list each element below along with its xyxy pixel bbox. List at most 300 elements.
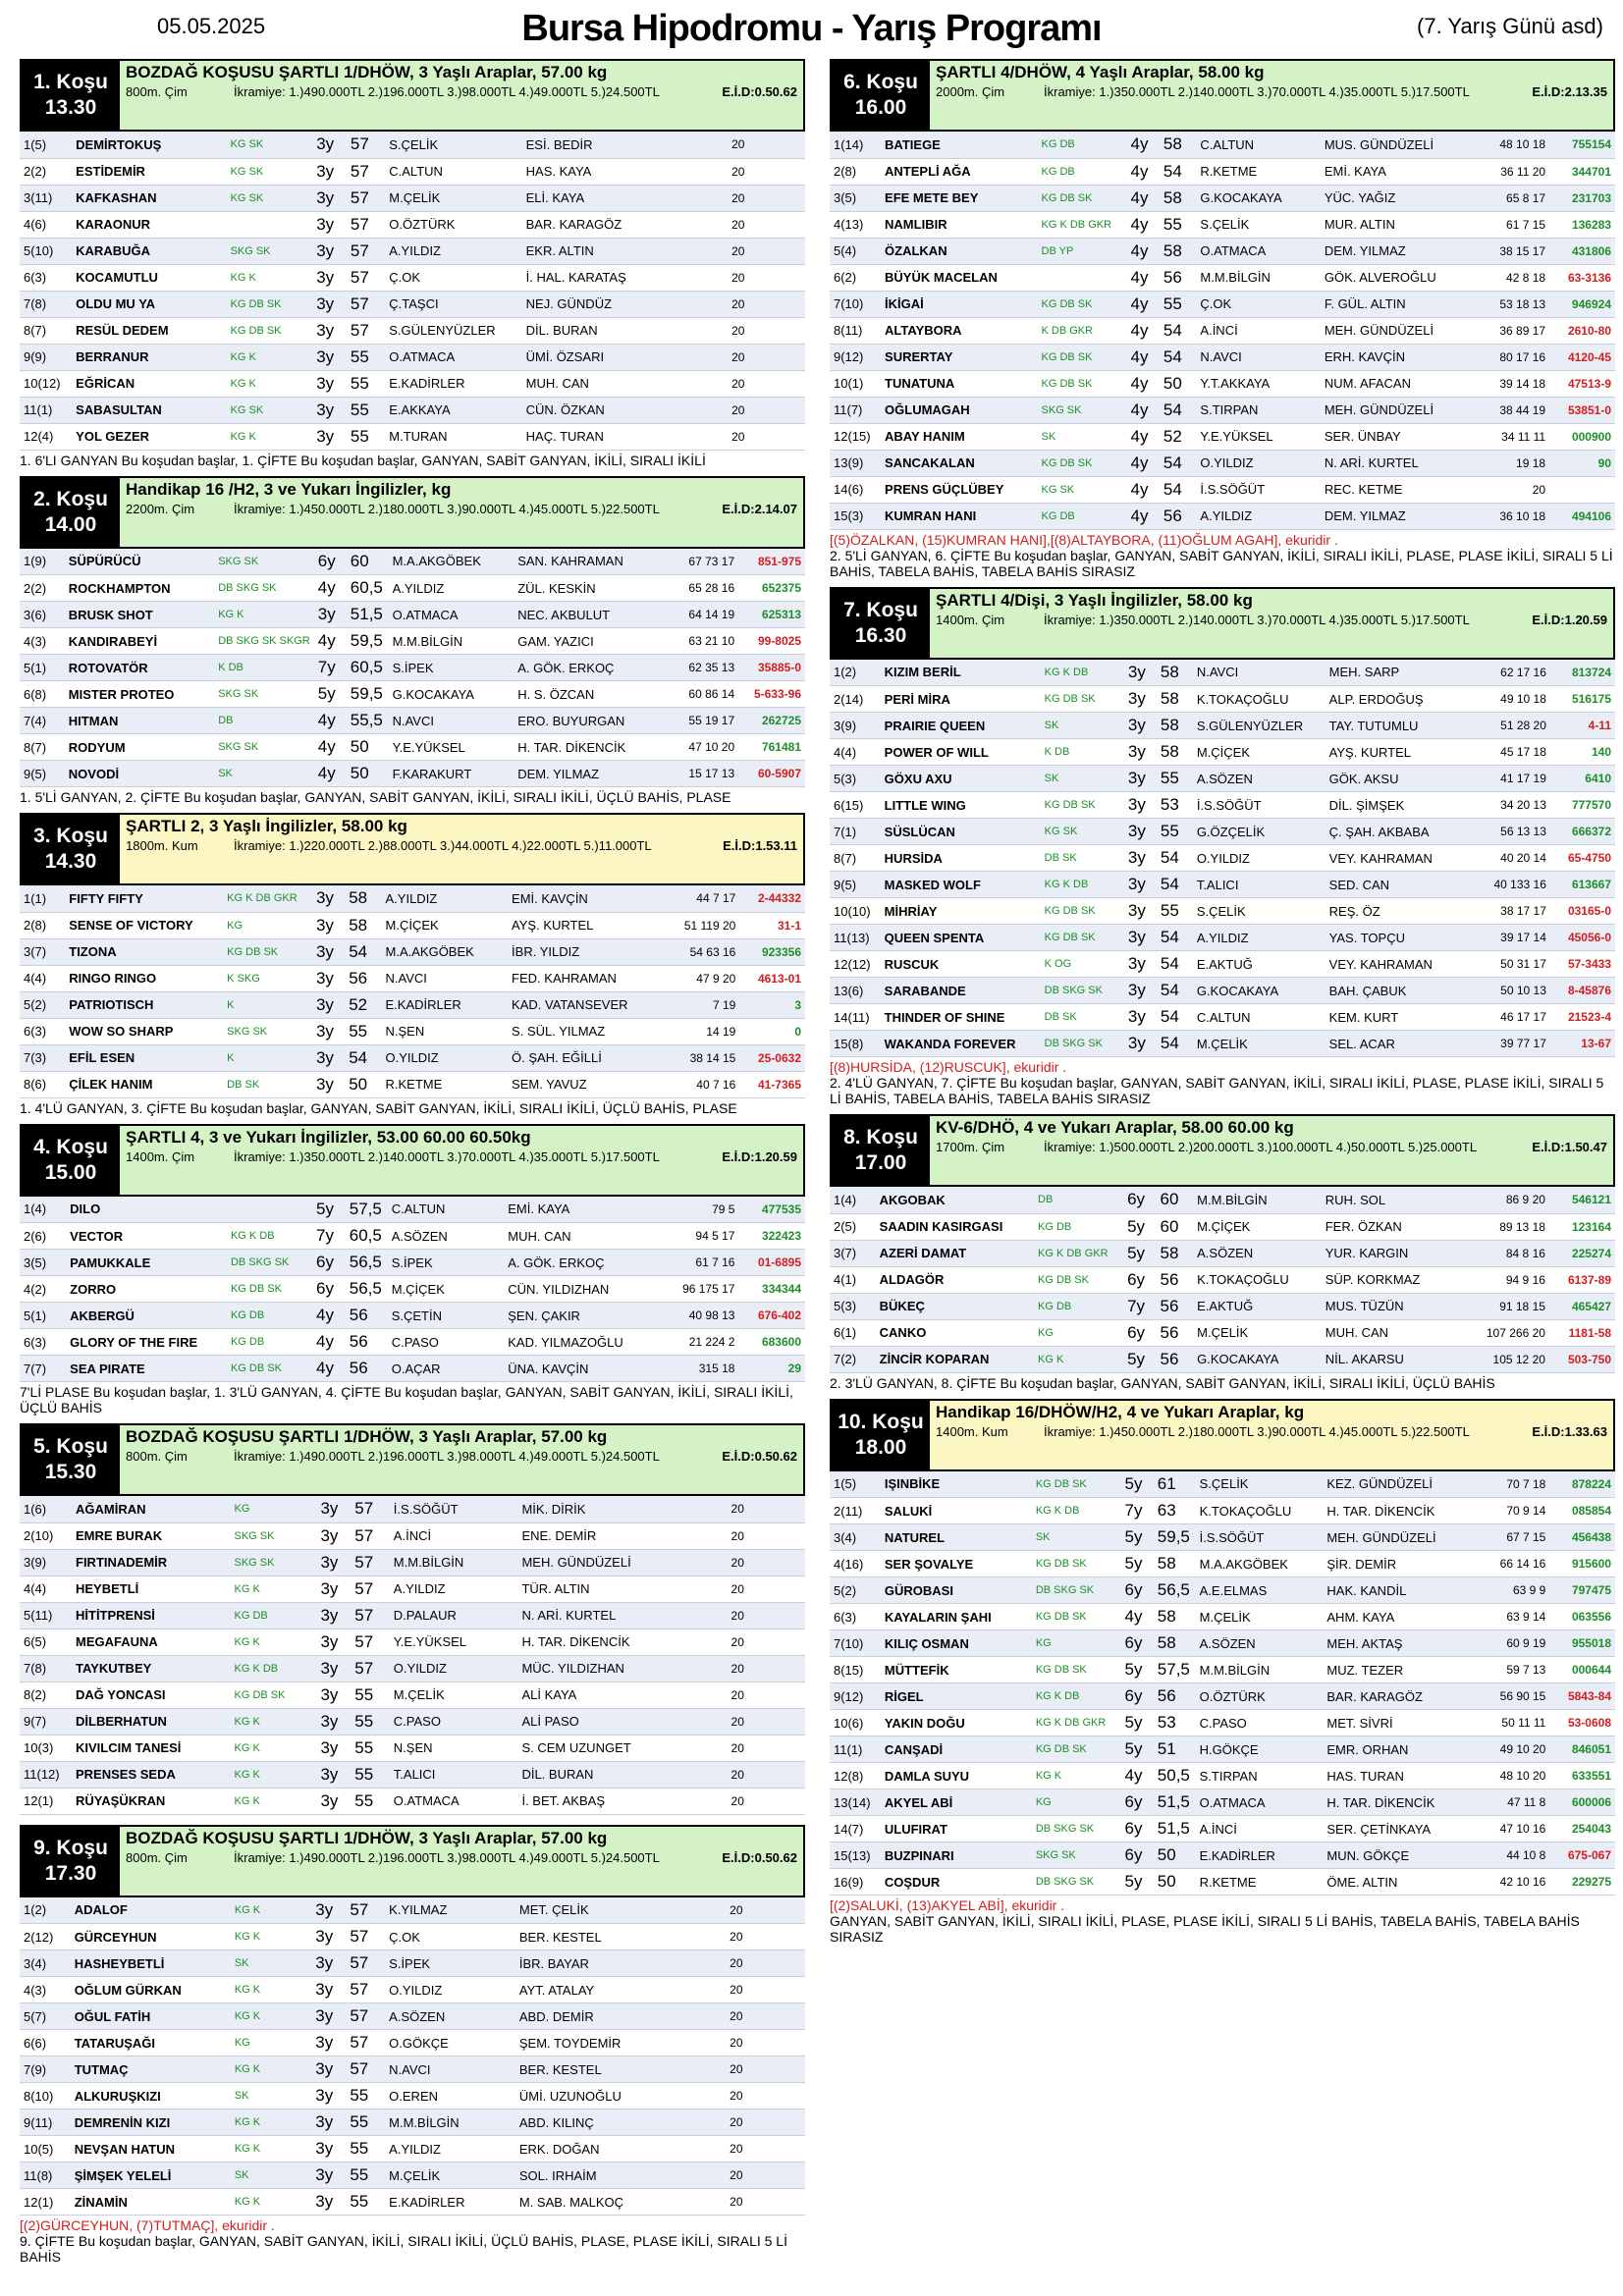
race-notes [830,1896,1615,1949]
jockey: N.AVCI [385,2056,515,2083]
horse-age: 3y [312,1071,345,1097]
race-record: E.İ.D:1.20.59 [1532,612,1607,627]
left-column [20,59,805,2272]
horse-number: 5(7) [20,2003,71,2030]
horse-weight: 52 [345,991,381,1018]
jockey: M.ÇİÇEK [388,1276,505,1303]
horse-number: 4(4) [20,965,65,991]
horse-number: 4(16) [830,1551,881,1577]
owner: H. TAR. DİKENCİK [517,1629,684,1655]
table-row [830,1551,1615,1577]
race-entries-table [830,1471,1615,1896]
horse-age: 3y [316,1496,351,1522]
horse-weight: 55 [346,2136,385,2163]
equipment: KG DB SK [1038,291,1127,317]
horse-age: 3y [312,1044,345,1071]
owner: ŞİR. DEMİR [1323,1551,1481,1577]
equipment: SK [231,2083,311,2109]
race-distance: 1400m. Çim [126,1148,195,1164]
form [748,370,805,397]
stats: 55 19 17 [671,708,739,734]
equipment: SK [214,761,314,787]
horse-age: 6y [1121,1789,1154,1816]
owner: SEL. ACAR [1325,1031,1480,1057]
horse-name: GÖXU AXU [881,766,1041,792]
equipment: KG DB SK [1032,1736,1121,1763]
horse-number: 14(6) [830,476,881,503]
horse-age: 3y [312,370,347,397]
owner: KEM. KURT [1325,1004,1480,1031]
owner: MUH. CAN [504,1223,667,1250]
table-row [20,708,805,734]
equipment: SKG SK [214,681,314,708]
horse-name: PATRIOTISCH [65,991,223,1018]
equipment: KG [231,1496,317,1522]
horse-weight: 57 [346,1897,385,1924]
race-name: BOZDAĞ KOŞUSU ŞARTLI 1/DHÖW, 3 Yaşlı Araplar, 57.00 kg [126,63,608,81]
race-prize: İkramiye: 1.)350.000TL 2.)140.000TL 3.)70.000TL 4.)35.000TL 5.)17.500TL [234,1148,660,1164]
horse-number: 5(2) [20,991,65,1018]
horse-age: 3y [312,1018,345,1044]
form: 6137-89 [1549,1266,1615,1293]
equipment: KG DB SK [1038,344,1127,370]
horse-weight: 58 [1154,1630,1196,1657]
jockey: G.KOCAKAYA [389,681,514,708]
race-number-box [22,815,120,883]
owner: MEH. GÜNDÜZELİ [1321,317,1481,344]
race-distance: 2000m. Çim [936,84,1005,99]
horse-age: 4y [1126,344,1159,370]
horse-name: RUSCUK [881,951,1041,978]
owner: AYŞ. KURTEL [1325,739,1480,766]
form: 465427 [1549,1293,1615,1319]
horse-age: 3y [1124,819,1157,845]
owner: CÜN. ÖZKAN [522,397,686,423]
horse-name: SALUKİ [881,1498,1032,1524]
form: 140 [1550,739,1615,766]
form: 2610-80 [1549,317,1615,344]
jockey: M.TURAN [385,423,521,450]
table-row [20,132,805,158]
horse-number: 16(9) [830,1869,881,1896]
table-row [20,1682,805,1708]
equipment: KG K [231,1629,317,1655]
owner: MUZ. TEZER [1323,1657,1481,1683]
horse-name: SEA PIRATE [66,1356,227,1382]
form [748,158,805,185]
horse-weight: 56 [1157,1293,1194,1319]
horse-number: 2(12) [20,1924,71,1950]
horse-name: ÖZALKAN [881,238,1037,264]
horse-age: 7y [1121,1498,1154,1524]
jockey: N.ŞEN [382,1018,509,1044]
owner: N. ARİ. KURTEL [517,1602,684,1629]
form [748,1682,805,1708]
table-row [20,2136,805,2163]
table-row [830,317,1615,344]
jockey: O.YILDIZ [1196,450,1320,476]
owner: VEY. KAHRAMAN [1325,845,1480,872]
race-block [20,813,805,1120]
horse-number: 3(5) [20,1250,66,1276]
form: 813724 [1550,660,1615,686]
race-info [120,815,803,883]
horse-weight: 57 [347,238,385,264]
stats: 62 35 13 [671,655,739,681]
horse-name: RÜYAŞÜKRAN [72,1788,231,1814]
horse-name: TATARUŞAĞI [71,2030,231,2056]
horse-weight: 60 [1157,1213,1194,1240]
jockey: A.YILDIZ [385,2136,515,2163]
horse-name: BERRANUR [72,344,226,370]
horse-age: 4y [1126,317,1159,344]
race-prize: İkramiye: 1.)350.000TL 2.)140.000TL 3.)70.000TL 4.)35.000TL 5.)17.500TL [1044,612,1470,627]
table-row [20,423,805,450]
horse-weight: 53 [1154,1710,1196,1736]
table-row [20,1629,805,1655]
horse-number: 1(4) [20,1197,66,1223]
form: 516175 [1550,686,1615,713]
horse-age: 5y [312,1197,346,1223]
owner: H. TAR. DİKENCİK [1323,1498,1481,1524]
table-row [830,1657,1615,1683]
race-day-label: (7. Yarış Günü asd) [1417,14,1603,38]
stats: 42 8 18 [1481,264,1549,291]
owner: HAS. TURAN [1323,1763,1481,1789]
equipment: KG K [214,602,314,628]
horse-weight: 54 [1157,978,1193,1004]
stats: 20 [685,264,748,291]
equipment: KG DB SK [1038,370,1127,397]
stats: 20 [684,1496,748,1522]
owner: ÜMİ. UZUNOĞLU [515,2083,682,2109]
horse-name: MEGAFAUNA [72,1629,231,1655]
horse-number: 1(5) [830,1471,881,1498]
table-row [830,1683,1615,1710]
table-row [830,660,1615,686]
horse-number: 12(8) [830,1763,881,1789]
equipment: DB SK [1041,845,1124,872]
horse-name: NATUREL [881,1524,1032,1551]
horse-weight: 57 [346,1924,385,1950]
horse-age: 3y [1124,925,1157,951]
race-meta [126,1149,797,1165]
owner: EKR. ALTIN [522,238,686,264]
race-distance: 800m. Çim [126,1849,188,1865]
stats: 40 7 16 [669,1071,739,1097]
horse-name: KILIÇ OSMAN [881,1630,1032,1657]
equipment: KG K [227,423,313,450]
horse-age: 6y [1121,1577,1154,1604]
owner: EMİ. KAVÇİN [508,885,669,912]
table-row [830,686,1615,713]
horse-number: 4(1) [830,1266,876,1293]
table-row [20,264,805,291]
horse-weight: 61 [1154,1471,1196,1498]
horse-number: 10(3) [20,1735,72,1761]
race-meta [126,84,797,100]
equipment: K [223,1044,312,1071]
form [748,1496,805,1522]
form [747,1897,805,1924]
horse-number: 7(8) [20,291,72,317]
stats: 38 15 17 [1481,238,1549,264]
horse-number: 4(3) [20,1977,71,2003]
form [748,211,805,238]
horse-age: 3y [316,1522,351,1549]
horse-age: 6y [312,1250,346,1276]
owner: MÜC. YILDIZHAN [517,1655,684,1682]
table-row [830,978,1615,1004]
horse-number: 8(6) [20,1071,65,1097]
race-prize: İkramiye: 1.)490.000TL 2.)196.000TL 3.)98.000TL 4.)49.000TL 5.)24.500TL [234,84,660,99]
equipment: KG K [231,2056,311,2083]
race-notes [830,1373,1615,1395]
stats: 20 [685,291,748,317]
stats: 20 [684,1549,748,1575]
horse-number: 8(15) [830,1657,881,1683]
horse-number: 3(4) [830,1524,881,1551]
race-meta [936,613,1607,628]
stats: 20 [682,1977,747,2003]
horse-name: KUMRAN HANI [881,503,1037,529]
horse-number: 8(7) [20,317,72,344]
horse-name: RODYUM [65,734,214,761]
horse-age: 3y [1124,951,1157,978]
horse-number: 3(9) [830,713,881,739]
horse-weight: 58 [1154,1551,1196,1577]
owner: ELİ. KAYA [522,185,686,211]
horse-number: 12(12) [830,951,881,978]
horse-age: 4y [1121,1604,1154,1630]
form [747,1924,805,1950]
horse-name: DAMLA SUYU [881,1763,1032,1789]
race-name: KV-6/DHÖ, 4 ve Yukarı Araplar, 58.00 60.00 kg [936,1118,1294,1137]
form: 683600 [738,1329,805,1356]
horse-age: 3y [312,185,347,211]
jockey: M.M.BİLGİN [390,1549,518,1575]
equipment: SKG SK [214,734,314,761]
horse-name: HEYBETLİ [72,1575,231,1602]
form: 761481 [738,734,805,761]
form: 666372 [1550,819,1615,845]
horse-name: AĞAMİRAN [72,1496,231,1522]
jockey: M.M.BİLGİN [389,628,514,655]
owner: ÜNA. KAVÇİN [504,1356,667,1382]
horse-name: ALTAYBORA [881,317,1037,344]
stats: 50 11 11 [1481,1710,1549,1736]
horse-weight: 54 [1160,317,1197,344]
horse-number: 10(10) [830,898,881,925]
owner: YAS. TOPÇU [1325,925,1480,951]
table-row [830,1187,1615,1213]
jockey: K.TOKAÇOĞLU [1196,1498,1324,1524]
table-row [20,991,805,1018]
form [747,1977,805,2003]
jockey: N.AVCI [382,965,509,991]
race-prize: İkramiye: 1.)490.000TL 2.)196.000TL 3.)98.000TL 4.)49.000TL 5.)24.500TL [234,1449,660,1464]
horse-weight: 55 [1157,898,1193,925]
form [747,1950,805,1977]
table-row [20,1708,805,1735]
race-time: 14.30 [44,850,97,873]
form [747,2109,805,2136]
table-row [20,397,805,423]
stats: 20 [685,185,748,211]
owner: ZÜL. KESKİN [514,575,670,602]
table-row [20,1071,805,1097]
jockey: M.M.BİLGİN [1196,264,1320,291]
table-row [20,1276,805,1303]
race-notes [20,787,805,809]
table-row [20,628,805,655]
horse-number: 15(8) [830,1031,881,1057]
horse-weight: 56 [1157,1319,1194,1346]
race-distance: 800m. Çim [126,84,188,99]
horse-number: 5(11) [20,1602,72,1629]
horse-weight: 55 [346,2109,385,2136]
table-row [830,291,1615,317]
table-row [20,185,805,211]
horse-weight: 53 [1157,792,1193,819]
horse-age: 3y [314,602,347,628]
table-row [830,1213,1615,1240]
stats: 70 7 18 [1481,1471,1549,1498]
owner: NUM. AFACAN [1321,370,1481,397]
horse-name: NAMLIBIR [881,211,1037,238]
horse-age: 3y [312,291,347,317]
table-row [20,1575,805,1602]
equipment: DB SK [1041,1004,1124,1031]
table-row [830,1293,1615,1319]
horse-name: ROCKHAMPTON [65,575,214,602]
horse-name: KIZIM BERİL [881,660,1041,686]
jockey: A.YILDIZ [390,1575,518,1602]
horse-weight: 57 [346,2003,385,2030]
equipment: KG DB SK [227,1276,312,1303]
form: 000900 [1549,423,1615,450]
horse-number: 10(6) [830,1710,881,1736]
form: 613667 [1550,872,1615,898]
horse-name: PRAIRIE QUEEN [881,713,1041,739]
horse-weight: 57 [347,264,385,291]
form: 334344 [738,1276,805,1303]
horse-number: 5(10) [20,238,72,264]
jockey: O.YILDIZ [1193,845,1325,872]
stats: 47 9 20 [669,965,739,991]
owner: SEM. YAVUZ [508,1071,669,1097]
race-notes [20,2216,805,2269]
horse-name: ÇİLEK HANIM [65,1071,223,1097]
jockey: O.EREN [385,2083,515,2109]
race-number: 5. Koşu [33,1435,108,1458]
horse-weight: 58 [1160,238,1197,264]
jockey: F.KARAKURT [389,761,514,787]
race-block [830,1399,1615,1949]
horse-number: 9(5) [830,872,881,898]
horse-number: 4(6) [20,211,72,238]
stats: 79 5 [667,1197,738,1223]
owner: HAS. KAYA [522,158,686,185]
race-prize: İkramiye: 1.)500.000TL 2.)200.000TL 3.)100.000TL 4.)50.000TL 5.)25.000TL [1044,1140,1478,1154]
horse-age: 3y [316,1575,351,1602]
stats: 41 17 19 [1480,766,1550,792]
stats: 40 133 16 [1480,872,1550,898]
table-row [830,1763,1615,1789]
form: 915600 [1549,1551,1615,1577]
horse-weight: 57 [351,1496,390,1522]
owner: SAN. KAHRAMAN [514,549,670,575]
horse-weight: 57 [351,1522,390,1549]
horse-name: NEVŞAN HATUN [71,2136,231,2163]
horse-number: 1(2) [830,660,881,686]
horse-number: 2(14) [830,686,881,713]
table-row [830,450,1615,476]
race-distance: 1400m. Kum [936,1423,1008,1439]
stats: 84 8 16 [1475,1240,1549,1266]
race-time: 15.30 [44,1461,97,1483]
horse-number: 8(7) [20,734,65,761]
owner: DEM. YILMAZ [514,761,670,787]
jockey: T.ALICI [390,1761,518,1788]
horse-age: 5y [1121,1736,1154,1763]
form: 13-67 [1550,1031,1615,1057]
table-row [20,344,805,370]
stats: 20 [682,1950,747,1977]
horse-weight: 60 [1157,1187,1194,1213]
horse-name: THINDER OF SHINE [881,1004,1041,1031]
equipment: DB SKG SK [227,1250,312,1276]
horse-weight: 57 [347,211,385,238]
horse-number: 6(3) [20,1018,65,1044]
equipment: K [223,991,312,1018]
horse-age: 3y [312,264,347,291]
equipment: KG DB SK [1032,1471,1121,1498]
horse-name: SAADIN KASIRGASI [876,1213,1034,1240]
owner: ALP. ERDOĞUŞ [1325,686,1480,713]
stats: 20 [685,397,748,423]
race-prize: İkramiye: 1.)450.000TL 2.)180.000TL 3.)90.000TL 4.)45.000TL 5.)22.500TL [234,501,660,516]
jockey: O.ATMACA [389,602,514,628]
form [747,2163,805,2189]
horse-number: 15(13) [830,1842,881,1869]
horse-number: 6(3) [830,1604,881,1630]
jockey: T.ALICI [1193,872,1325,898]
horse-number: 6(15) [830,792,881,819]
horse-age: 3y [311,1924,346,1950]
equipment [227,1197,312,1223]
jockey: M.ÇELİK [385,185,521,211]
table-row [20,1735,805,1761]
equipment: SK [1038,423,1127,450]
race-block [830,1114,1615,1395]
equipment: SK [231,2163,311,2189]
stats: 70 9 14 [1481,1498,1549,1524]
horse-weight: 54 [1160,476,1197,503]
form: 5-633-96 [738,681,805,708]
horse-name: TUTMAÇ [71,2056,231,2083]
race-number: 2. Koşu [33,487,108,510]
equipment: KG [1034,1319,1123,1346]
form: 53851-0 [1549,397,1615,423]
equipment: SKG SK [231,1522,317,1549]
horse-age: 4y [314,575,347,602]
owner: MEH. SARP [1325,660,1480,686]
horse-number: 2(5) [830,1213,876,1240]
horse-age: 6y [314,549,347,575]
owner: CÜN. YILDIZHAN [504,1276,667,1303]
race-name: ŞARTLI 4/Dişi, 3 Yaşlı İngilizler, 58.00 kg [936,590,1253,610]
